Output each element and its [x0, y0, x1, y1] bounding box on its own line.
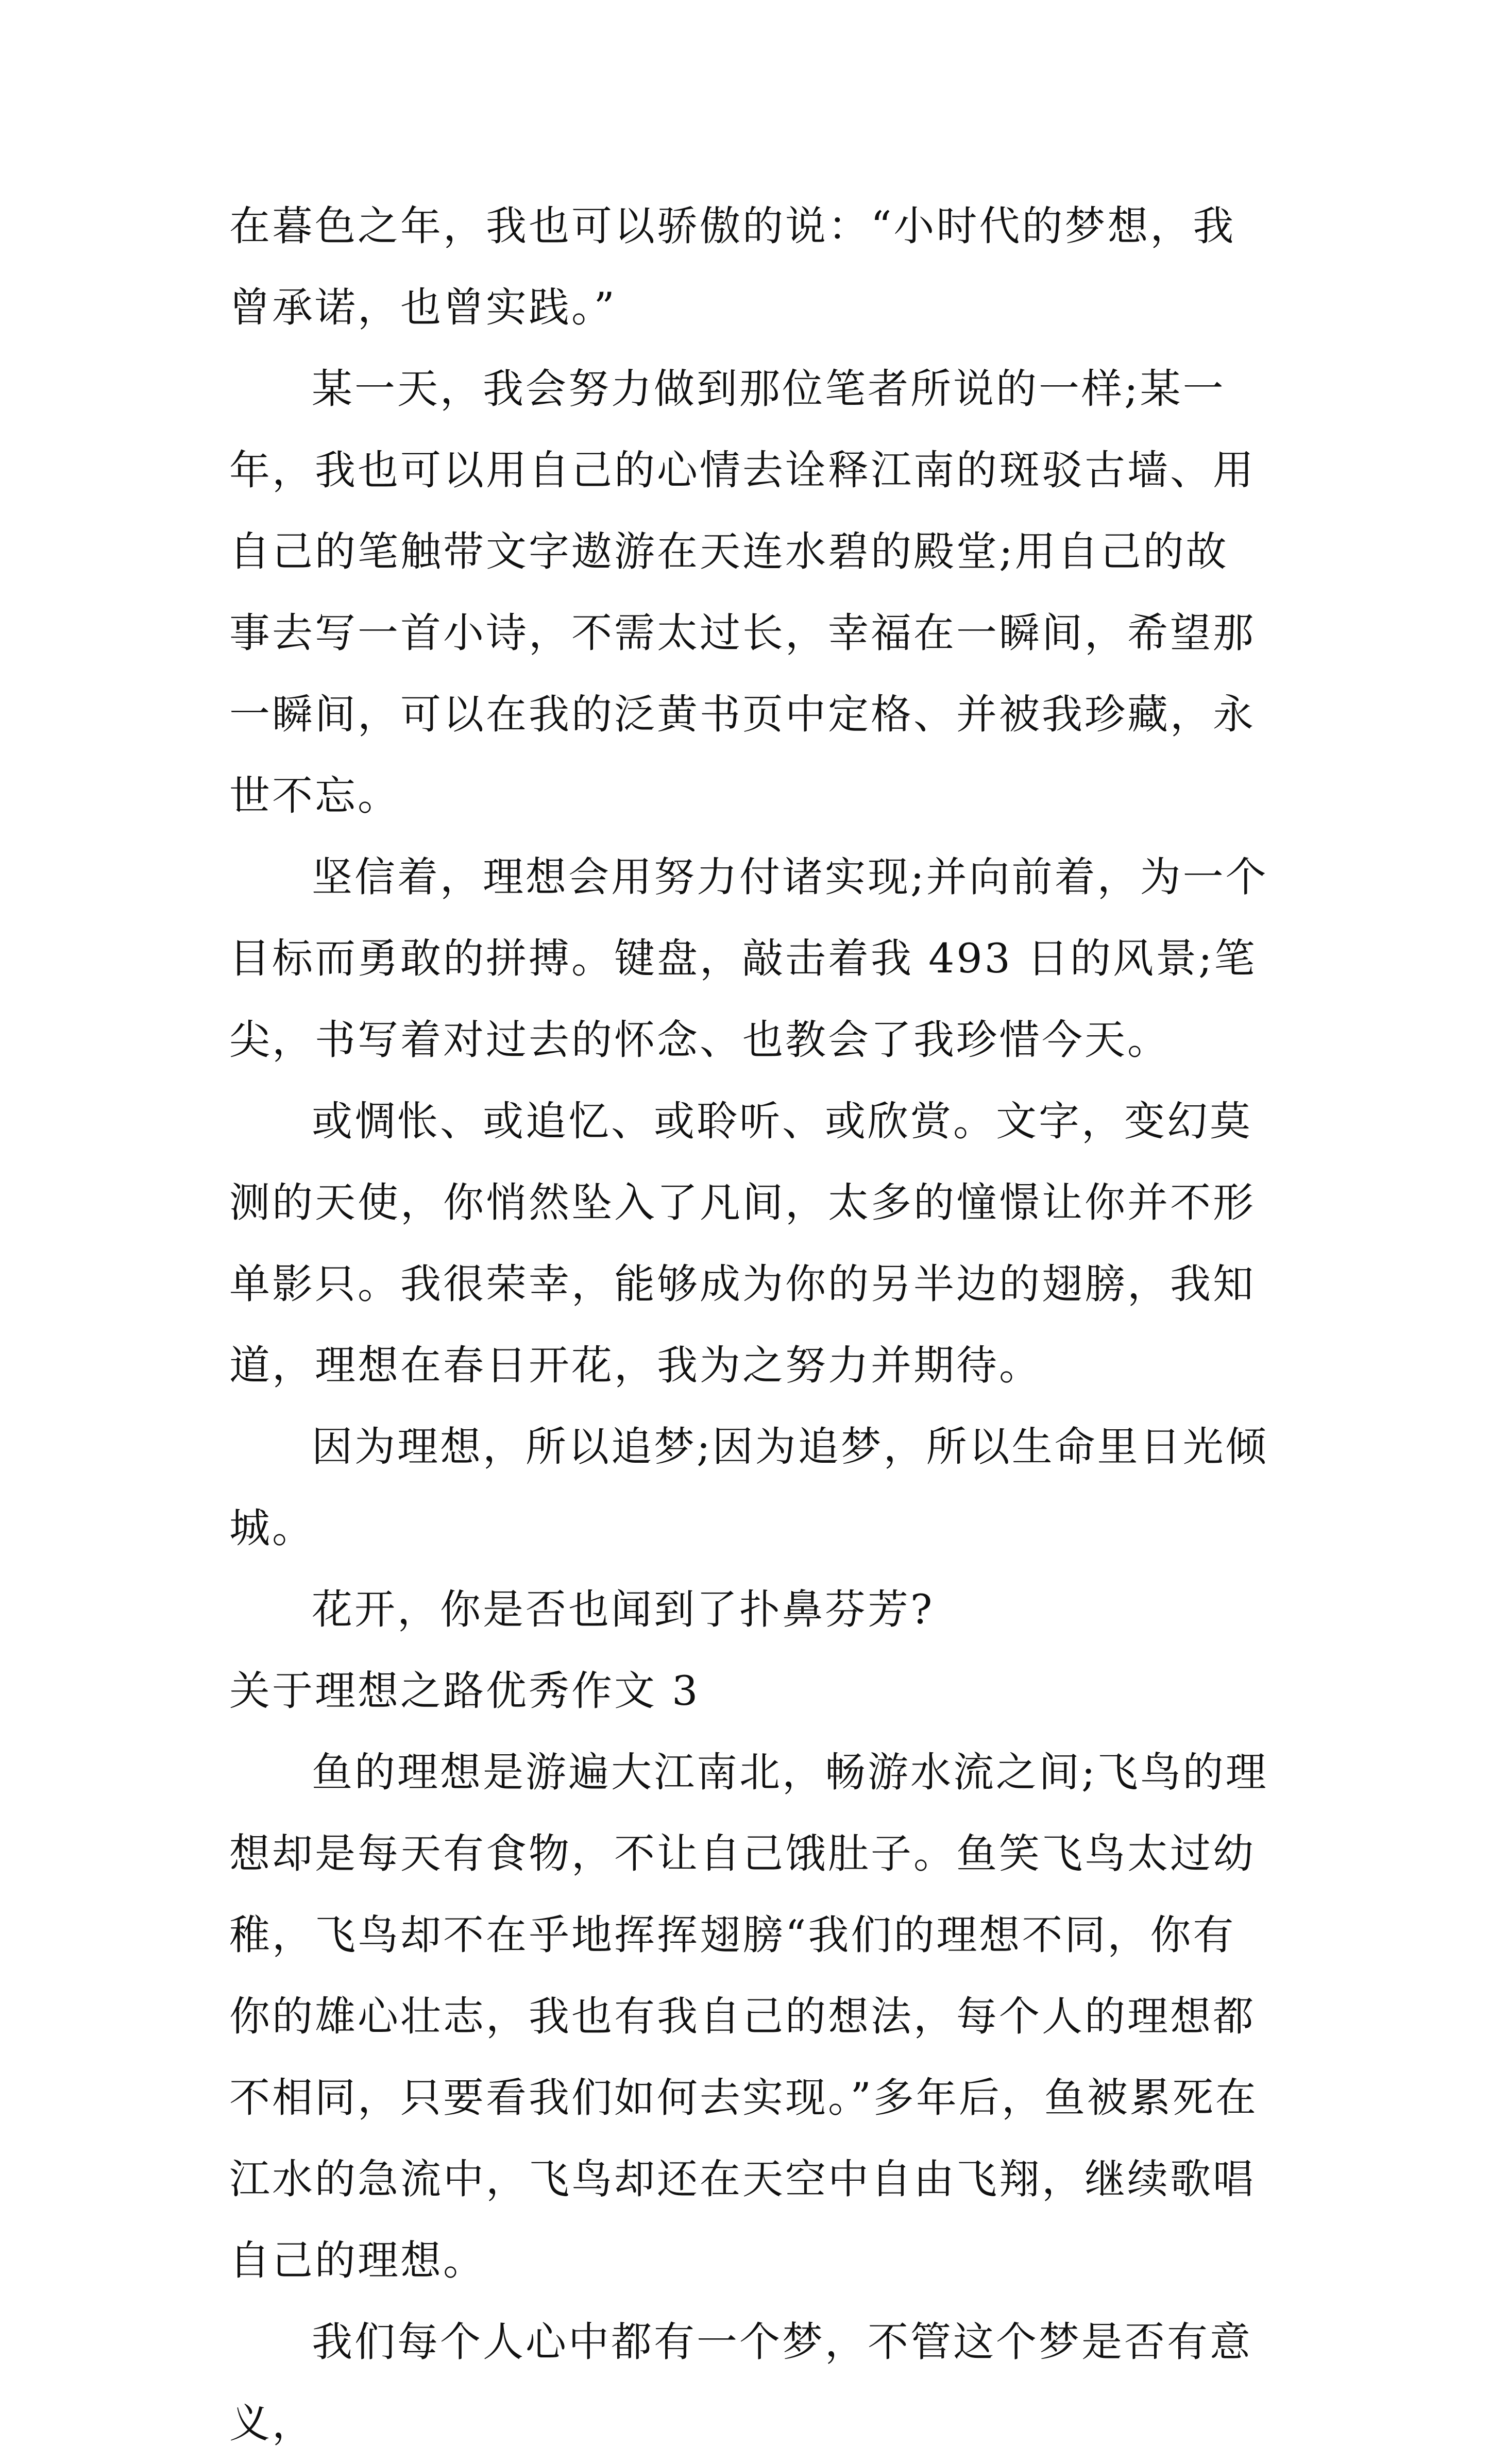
paragraph: 某一天，我会努力做到那位笔者所说的一样;某一年，我也可以用自己的心情去诠释江南的斑驳古墙、用自己的笔触带文字遨游在天连水碧的殿堂;用自己的故事去写一首小诗，不需太过长，幸福在一瞬间，希望那一瞬间，可以在我的泛黄书页中定格、并被我珍藏，永世不忘。 [229, 365, 1256, 819]
section-title: 关于理想之路优秀作文 3 [229, 1667, 700, 1715]
paragraph: 因为理想，所以追梦;因为追梦，所以生命里日光倾城。 [229, 1423, 1268, 1552]
paragraph: 我们每个人心中都有一个梦，不管这个梦是否有意义， [229, 2318, 1252, 2447]
paragraph: 或惆怅、或追忆、或聆听、或欣赏。文字，变幻莫测的天使，你悄然坠入了凡间，太多的憧憬让你并不形单影只。我很荣幸，能够成为你的另半边的翅膀，我知道，理想在春日开花，我为之努力并期待。 [229, 1098, 1256, 1389]
paragraph-continuation: 在暮色之年，我也可以骄傲的说：“小时代的梦想，我曾承诺，也曾实践。” [229, 202, 1236, 331]
paragraph: 鱼的理想是游遍大江南北，畅游水流之间;飞鸟的理想却是每天有食物，不让自己饿肚子。鱼笑飞鸟太过幼稚，飞鸟却不在乎地挥挥翅膀“我们的理想不同，你有你的雄心壮志，我也有我自己的想法，每个人的理想都不相同，只要看我们如何去实现。”多年后，鱼被累死在江水的急流中，飞鸟却还在天空中自由飞翔，继续歌唱自己的理想。 [229, 1749, 1268, 2284]
paragraph: 坚信着，理想会用努力付诸实现;并向前着，为一个目标而勇敢的拼搏。键盘，敲击着我 493 日的风景;笔尖，书写着对过去的怀念、也教会了我珍惜今天。 [229, 853, 1268, 1064]
paragraph: 花开，你是否也闻到了扑鼻芬芳? [312, 1586, 935, 1633]
article-body [229, 185, 1270, 2464]
